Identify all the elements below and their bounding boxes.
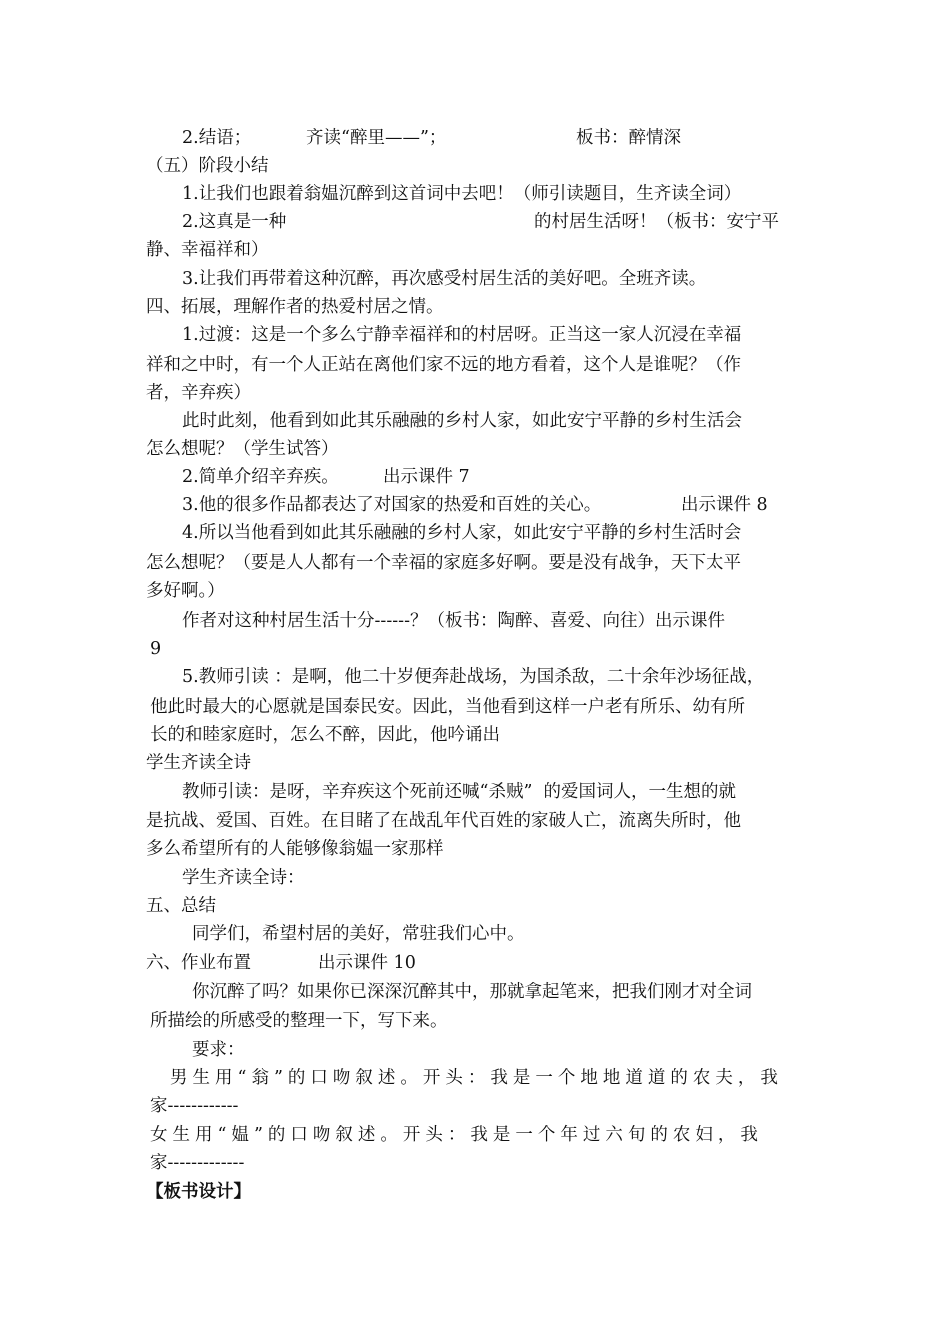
courseware-ref: 出示课件 7 bbox=[383, 467, 470, 487]
paragraph-line: 同学们，希望村居的美好，常驻我们心中。 bbox=[192, 924, 525, 944]
paragraph-line: 静、幸福祥和） bbox=[146, 240, 269, 260]
paragraph-line: 1.让我们也跟着翁媪沉醉到这首词中去吧！（师引读题目，生齐读全词） bbox=[182, 184, 742, 204]
line-summary-label: 2.结语； bbox=[182, 128, 252, 148]
paragraph-line: 他此时最大的心愿就是国泰民安。因此，当他看到这样一户老有所乐、幼有所 bbox=[150, 697, 745, 717]
paragraph-line: 4.所以当他看到如此其乐融融的乡村人家，如此安宁平静的乡村生活时会 bbox=[182, 523, 742, 543]
section-heading-stage-summary: （五）阶段小结 bbox=[146, 156, 269, 176]
line-summary-read: 齐读“醉里——”； bbox=[306, 128, 447, 148]
section-heading-homework: 六、作业布置 bbox=[146, 953, 251, 973]
paragraph-line: 女生用“媪”的口吻叙述。开头：我是一个年过六旬的农妇，我 bbox=[150, 1125, 763, 1145]
section-heading-extension: 四、拓展，理解作者的热爱村居之情。 bbox=[146, 297, 444, 317]
paragraph-line: 所描绘的所感受的整理一下，写下来。 bbox=[150, 1011, 448, 1031]
paragraph-line: 学生齐读全诗 bbox=[146, 753, 251, 773]
paragraph-line: 1.过渡：这是一个多么宁静幸福祥和的村居呀。正当这一家人沉浸在幸福 bbox=[182, 325, 742, 345]
paragraph-line: 者，辛弃疾） bbox=[146, 383, 251, 403]
paragraph-line: 学生齐读全诗： bbox=[182, 868, 305, 888]
section-heading-summary: 五、总结 bbox=[146, 896, 216, 916]
paragraph-line: 教师引读：是呀，辛弃疾这个死前还喊“杀贼” 的爱国词人，一生想的就 bbox=[182, 782, 737, 802]
paragraph-line: 祥和之中时，有一个人正站在离他们家不远的地方看着，这个人是谁呢？（作 bbox=[146, 355, 741, 375]
paragraph-line: 2.简单介绍辛弃疾。 bbox=[182, 467, 339, 487]
paragraph-line: 怎么想呢？（要是人人都有一个幸福的家庭多好啊。要是没有战争，天下太平 bbox=[146, 553, 741, 573]
paragraph-line: 9 bbox=[150, 639, 162, 659]
paragraph-line: 5.教师引读 ：是啊，他二十岁便奔赴战场，为国杀敌，二十余年沙场征战， bbox=[182, 667, 765, 687]
paragraph-line: 多么希望所有的人能够像翁媪一家那样 bbox=[146, 839, 444, 859]
paragraph-line: 家------------ bbox=[150, 1096, 239, 1116]
paragraph-line: 是抗战、爱国、百姓。在目睹了在战乱年代百姓的家破人亡，流离失所时，他 bbox=[146, 811, 741, 831]
paragraph-line: 3.他的很多作品都表达了对国家的热爱和百姓的关心。 bbox=[182, 495, 602, 515]
paragraph-line: 男生用“翁”的口吻叙述。开头：我是一个地地道道的农夫，我 bbox=[170, 1068, 783, 1088]
paragraph-line: 3.让我们再带着这种沉醉，再次感受村居生活的美好吧。全班齐读。 bbox=[182, 269, 707, 289]
paragraph-line: 长的和睦家庭时，怎么不醉，因此，他吟诵出 bbox=[150, 725, 500, 745]
line-summary-board: 板书：醉情深 bbox=[576, 128, 681, 148]
paragraph-line: 家------------- bbox=[150, 1153, 245, 1173]
paragraph-line: 此时此刻，他看到如此其乐融融的乡村人家，如此安宁平静的乡村生活会 bbox=[182, 411, 742, 431]
paragraph-line: 你沉醉了吗？如果你已深深沉醉其中，那就拿起笔来，把我们刚才对全词 bbox=[192, 982, 752, 1002]
paragraph-line: 怎么想呢？（学生试答） bbox=[146, 439, 339, 459]
courseware-ref: 出示课件 8 bbox=[681, 495, 768, 515]
paragraph-line: 的村居生活呀！（板书：安宁平 bbox=[534, 212, 779, 232]
paragraph-line: 多好啊。） bbox=[146, 581, 225, 601]
paragraph-line: 2.这真是一种 bbox=[182, 212, 287, 232]
paragraph-line: 作者对这种村居生活十分------？（板书：陶醉、喜爱、向往）出示课件 bbox=[182, 611, 725, 631]
courseware-ref: 出示课件 10 bbox=[318, 953, 416, 973]
paragraph-line: 要求： bbox=[192, 1040, 245, 1060]
section-heading-board-design: 【板书设计】 bbox=[146, 1182, 251, 1202]
